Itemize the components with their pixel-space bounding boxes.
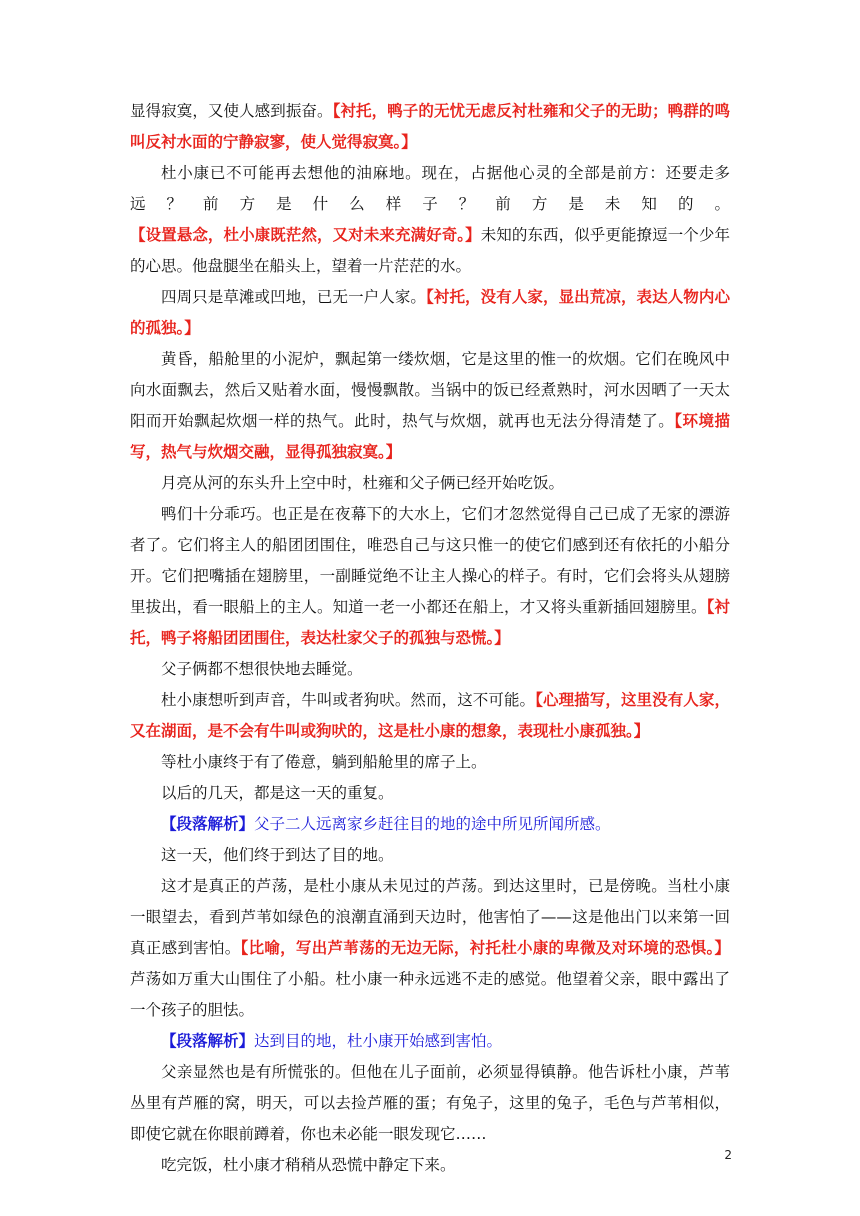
body-text: 杜小康想听到声音，牛叫或者狗吠。然而，这不可能。 xyxy=(161,691,536,709)
paragraph xyxy=(130,685,730,747)
paragraph xyxy=(130,1026,730,1057)
paragraph xyxy=(130,871,730,1026)
annotation-text: 【心理描写，这里没有人家，又在湖面，是不会有牛叫或狗吠的，这是杜小康的想象，表现杜小康孤独。】 xyxy=(130,691,730,740)
paragraph xyxy=(130,840,730,871)
paragraph-analysis-text: 父子二人远离家乡赶往目的地的途中所见所闻所感。 xyxy=(254,815,611,833)
body-text: 父亲显然也是有所慌张的。但他在儿子面前，必须显得镇静。他告诉杜小康，芦苇丛里有芦雁的窝，明天，可以去捡芦雁的蛋；有兔子，这里的兔子，毛色与芦苇相似，即使它就在你眼前蹲着，你也未必能一眼发现它…… xyxy=(130,1063,730,1143)
body-text: 这才是真正的芦荡，是杜小康从未见过的芦荡。到达这里时，已是傍晚。当杜小康一眼望去，看到芦苇如绿色的浪潮直涌到天边时，他害怕了——这是他出门以来第一回真正感到害怕。 xyxy=(130,877,730,957)
body-text: 芦荡如万重大山围住了小船。杜小康一种永远逃不走的感觉。他望着父亲，眼中露出了一个孩子的胆怯。 xyxy=(130,970,730,1019)
page-number: 2 xyxy=(724,1148,732,1162)
paragraph xyxy=(130,778,730,809)
paragraph xyxy=(130,654,730,685)
body-text: 等杜小康终于有了倦意，躺到船舱里的席子上。 xyxy=(161,753,487,771)
document-body xyxy=(130,96,730,1181)
body-text: 月亮从河的东头升上空中时，杜雍和父子俩已经开始吃饭。 xyxy=(161,474,565,492)
annotation-text: 【衬托，鸭子将船团团围住，表达杜家父子的孤独与恐慌。】 xyxy=(130,598,730,647)
paragraph xyxy=(130,747,730,778)
body-text: 未知的东西，似乎更能撩逗一个少年的心思。他盘腿坐在船头上，望着一片茫茫的水。 xyxy=(130,226,730,275)
body-text: 黄昏，船舱里的小泥炉，飘起第一缕炊烟，它是这里的惟一的炊烟。它们在晚风中向水面飘去，然后又贴着水面，慢慢飘散。当锅中的饭已经煮熟时，河水因晒了一天太阳而开始飘起炊烟一样的热气。此时，热气与炊烟，就再也无法分得清楚了。 xyxy=(130,350,730,430)
body-text: 鸭们十分乖巧。也正是在夜幕下的大水上，它们才忽然觉得自己已成了无家的漂游者了。它们将主人的船团团围住，唯恐自己与这只惟一的使它们感到还有依托的小船分开。它们把嘴插在翅膀里，一副睡觉绝不让主人操心的样子。有时，它们会将头从翅膀里拔出，看一眼船上的主人。知道一老一小都还在船上，才又将头重新插回翅膀里。 xyxy=(130,505,730,616)
annotation-text: 【衬托，鸭子的无忧无虑反衬杜雍和父子的无助；鸭群的鸣叫反衬水面的宁静寂寥，使人觉得寂寞。】 xyxy=(130,102,730,151)
body-text: 杜小康已不可能再去想他的油麻地。现在，占据他心灵的全部是前方：还要走多远？前方是什么样子？前方是未知的。 xyxy=(130,164,730,213)
body-text: 父子俩都不想很快地去睡觉。 xyxy=(161,660,363,678)
paragraph-analysis-label: 【段落解析】 xyxy=(161,1032,255,1050)
paragraph xyxy=(130,1150,730,1181)
paragraph-analysis-text: 达到目的地，杜小康开始感到害怕。 xyxy=(254,1032,503,1050)
annotation-text: 【环境描写，热气与炊烟交融，显得孤独寂寞。】 xyxy=(130,412,730,461)
annotation-text: 【比喻，写出芦苇荡的无边无际，衬托杜小康的卑微及对环境的恐惧。】 xyxy=(240,939,730,957)
paragraph xyxy=(130,1057,730,1150)
paragraph xyxy=(130,158,730,282)
paragraph xyxy=(130,282,730,344)
body-text: 以后的几天，都是这一天的重复。 xyxy=(161,784,394,802)
paragraph-analysis-label: 【段落解析】 xyxy=(161,815,255,833)
annotation-text: 【衬托，没有人家，显出荒凉，表达人物内心的孤独。】 xyxy=(130,288,730,337)
body-text: 这一天，他们终于到达了目的地。 xyxy=(161,846,394,864)
paragraph xyxy=(130,344,730,468)
paragraph xyxy=(130,499,730,654)
body-text: 吃完饭，杜小康才稍稍从恐慌中静定下来。 xyxy=(161,1156,456,1174)
paragraph xyxy=(130,809,730,840)
body-text: 显得寂寞，又使人感到振奋。 xyxy=(130,102,333,120)
body-text: 四周只是草滩或凹地，已无一户人家。 xyxy=(161,288,427,306)
paragraph xyxy=(130,468,730,499)
annotation-text: 【设置悬念，杜小康既茫然，又对未来充满好奇。】 xyxy=(130,226,481,244)
paragraph xyxy=(130,96,730,158)
